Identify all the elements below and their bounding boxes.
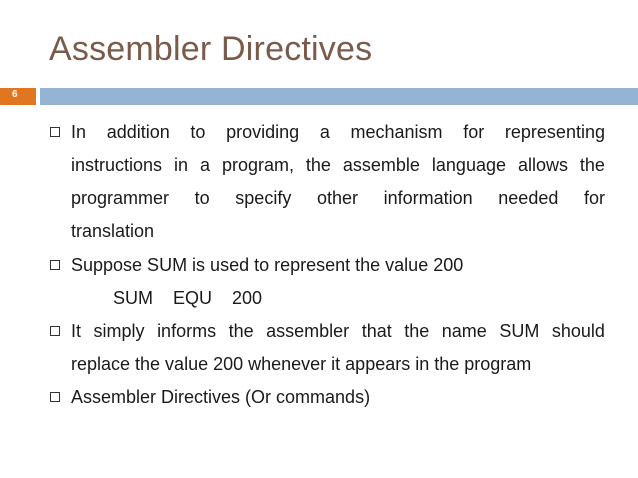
line-word: informs xyxy=(157,321,217,341)
bullet-square-icon xyxy=(50,326,60,336)
line-word: to xyxy=(190,122,206,142)
line-word: addition xyxy=(106,122,170,142)
bullet-1-line-1 xyxy=(71,121,605,143)
line-word: In xyxy=(71,122,87,142)
title-rule xyxy=(40,88,638,105)
line-word: assemble xyxy=(342,155,420,175)
bullet-square-icon xyxy=(50,260,60,270)
line-word: name xyxy=(441,321,487,341)
line-word: for xyxy=(583,188,605,208)
line-word: a xyxy=(319,122,330,142)
line-word: providing xyxy=(226,122,300,142)
slide-number: 6 xyxy=(12,89,18,100)
line-word: the xyxy=(305,155,331,175)
line-word: specify xyxy=(235,188,292,208)
line-word: in xyxy=(174,155,189,175)
line-word: mechanism xyxy=(350,122,443,142)
line-word: that xyxy=(361,321,392,341)
bullet-3-line-1 xyxy=(71,320,605,342)
bullet-1-line-3 xyxy=(71,187,605,209)
line-word: It xyxy=(71,321,82,341)
line-word: language xyxy=(431,155,506,175)
bullet-1-line-4: translation xyxy=(71,221,155,241)
line-word: instructions xyxy=(71,155,163,175)
bullet-4-line-1: Assembler Directives (Or commands) xyxy=(71,387,371,407)
line-word: allows xyxy=(517,155,568,175)
bullet-1-line-2 xyxy=(71,154,605,176)
line-word: needed xyxy=(498,188,559,208)
line-word: program, xyxy=(221,155,294,175)
slide-number-box xyxy=(0,88,36,105)
bullet-2-line-1: Suppose SUM is used to represent the value 200 xyxy=(71,255,464,275)
slide-title: Assembler Directives xyxy=(49,30,373,68)
line-word: the xyxy=(228,321,254,341)
bullet-square-icon xyxy=(50,127,60,137)
line-word: information xyxy=(383,188,473,208)
line-word: assembler xyxy=(266,321,350,341)
line-word: a xyxy=(199,155,210,175)
code-line: SUM EQU 200 xyxy=(113,288,263,308)
line-word: other xyxy=(316,188,358,208)
line-word: to xyxy=(194,188,210,208)
line-word: the xyxy=(579,155,605,175)
line-word: should xyxy=(551,321,605,341)
line-word: simply xyxy=(93,321,145,341)
line-word: SUM xyxy=(499,321,540,341)
line-word: for xyxy=(463,122,485,142)
line-word: programmer xyxy=(71,188,170,208)
bullet-square-icon xyxy=(50,392,60,402)
line-word: representing xyxy=(504,122,605,142)
line-word: the xyxy=(404,321,430,341)
bullet-3-line-2: replace the value 200 whenever it appears in the program xyxy=(71,354,532,374)
